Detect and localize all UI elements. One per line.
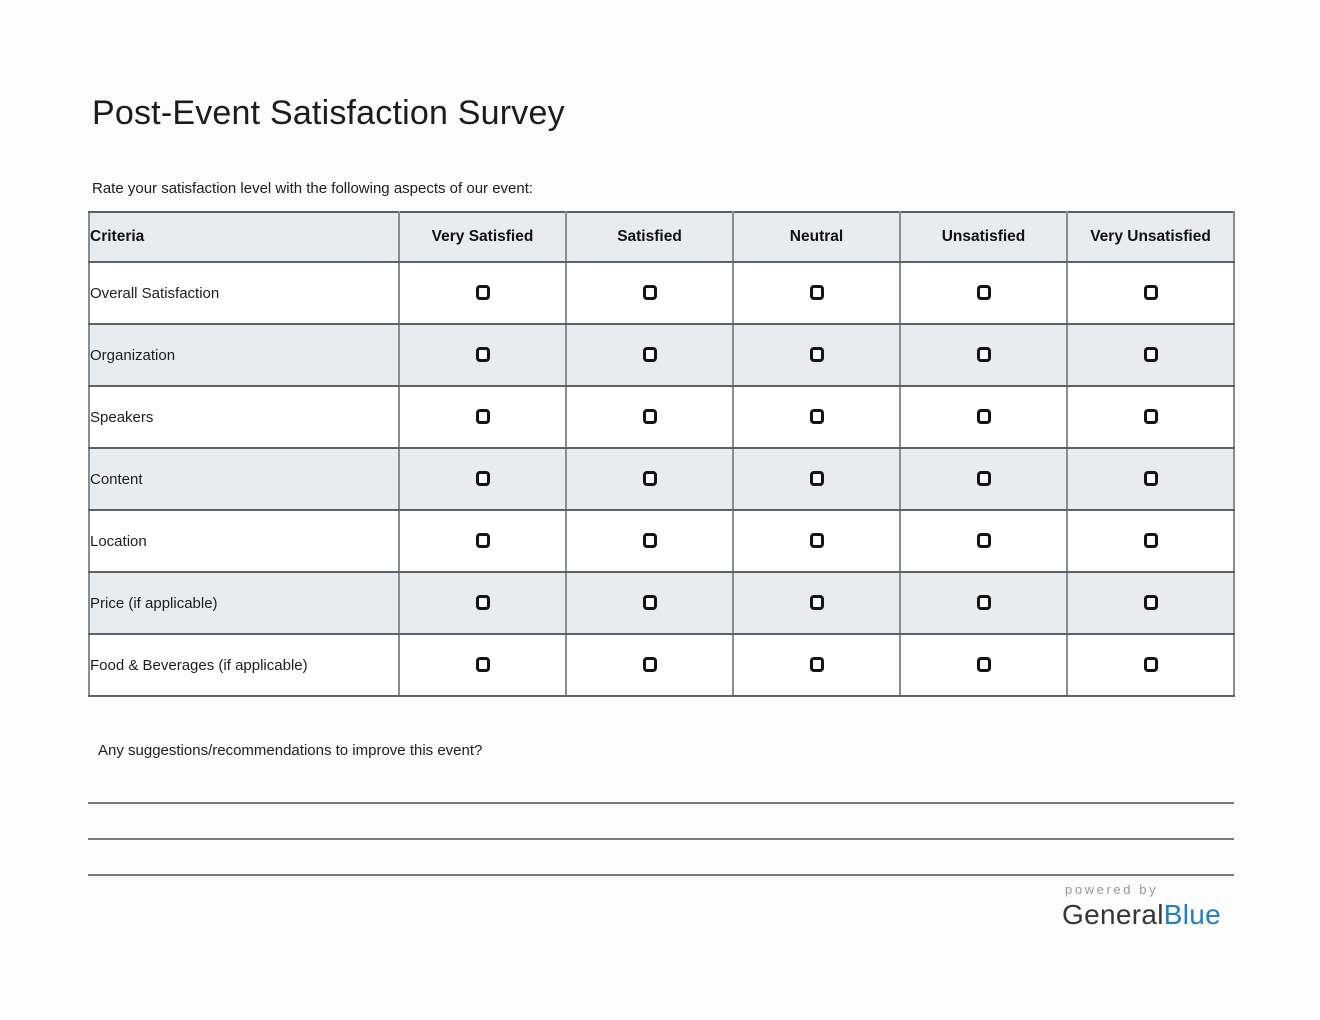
checkbox-speakers-satisfied[interactable] — [643, 409, 657, 424]
checkbox-organization-very-satisfied[interactable] — [476, 347, 490, 362]
checkbox-cell — [733, 634, 900, 696]
column-header-neutral: Neutral — [733, 212, 900, 262]
criteria-label: Organization — [89, 324, 399, 386]
checkbox-food-beverages-if-applicable-neutral[interactable] — [810, 657, 824, 672]
checkbox-location-neutral[interactable] — [810, 533, 824, 548]
brand-accent-text: Blue — [1163, 899, 1221, 930]
checkbox-food-beverages-if-applicable-very-unsatisfied[interactable] — [1144, 657, 1158, 672]
checkbox-overall-satisfaction-very-unsatisfied[interactable] — [1144, 285, 1158, 300]
checkbox-cell — [900, 634, 1067, 696]
checkbox-price-if-applicable-unsatisfied[interactable] — [977, 595, 991, 610]
checkbox-cell — [566, 262, 733, 324]
checkbox-organization-unsatisfied[interactable] — [977, 347, 991, 362]
satisfaction-table — [88, 211, 1235, 697]
checkbox-cell — [399, 262, 566, 324]
checkbox-cell — [900, 572, 1067, 634]
checkbox-location-very-satisfied[interactable] — [476, 533, 490, 548]
table-body — [89, 262, 1234, 696]
checkbox-cell — [1067, 262, 1234, 324]
checkbox-content-unsatisfied[interactable] — [977, 471, 991, 486]
checkbox-location-very-unsatisfied[interactable] — [1144, 533, 1158, 548]
checkbox-cell — [566, 386, 733, 448]
checkbox-cell — [399, 572, 566, 634]
checkbox-cell — [399, 634, 566, 696]
table-row-speakers — [89, 386, 1234, 448]
checkbox-speakers-unsatisfied[interactable] — [977, 409, 991, 424]
checkbox-cell — [566, 634, 733, 696]
checkbox-cell — [733, 448, 900, 510]
criteria-label: Food & Beverages (if applicable) — [89, 634, 399, 696]
checkbox-price-if-applicable-very-satisfied[interactable] — [476, 595, 490, 610]
checkbox-cell — [1067, 386, 1234, 448]
checkbox-price-if-applicable-neutral[interactable] — [810, 595, 824, 610]
checkbox-speakers-neutral[interactable] — [810, 409, 824, 424]
checkbox-cell — [733, 510, 900, 572]
checkbox-cell — [1067, 324, 1234, 386]
checkbox-cell — [399, 324, 566, 386]
checkbox-cell — [566, 448, 733, 510]
table-row-location — [89, 510, 1234, 572]
checkbox-overall-satisfaction-neutral[interactable] — [810, 285, 824, 300]
checkbox-cell — [1067, 634, 1234, 696]
table-row-overall-satisfaction — [89, 262, 1234, 324]
checkbox-cell — [1067, 448, 1234, 510]
column-header-very-unsatisfied: Very Unsatisfied — [1067, 212, 1234, 262]
checkbox-cell — [399, 510, 566, 572]
table-header-row — [89, 212, 1234, 262]
checkbox-cell — [566, 572, 733, 634]
page-title: Post-Event Satisfaction Survey — [92, 94, 565, 132]
answer-line-3[interactable] — [88, 874, 1234, 876]
checkbox-overall-satisfaction-unsatisfied[interactable] — [977, 285, 991, 300]
table-row-content — [89, 448, 1234, 510]
checkbox-content-neutral[interactable] — [810, 471, 824, 486]
checkbox-content-very-satisfied[interactable] — [476, 471, 490, 486]
checkbox-cell — [900, 262, 1067, 324]
column-header-satisfied: Satisfied — [566, 212, 733, 262]
table-head — [89, 212, 1234, 262]
checkbox-cell — [399, 386, 566, 448]
table-row-organization — [89, 324, 1234, 386]
suggestion-prompt: Any suggestions/recommendations to improve this event? — [98, 742, 483, 759]
checkbox-price-if-applicable-very-unsatisfied[interactable] — [1144, 595, 1158, 610]
checkbox-cell — [1067, 510, 1234, 572]
checkbox-organization-neutral[interactable] — [810, 347, 824, 362]
checkbox-food-beverages-if-applicable-unsatisfied[interactable] — [977, 657, 991, 672]
checkbox-cell — [900, 324, 1067, 386]
instruction-text: Rate your satisfaction level with the following aspects of our event: — [92, 180, 534, 197]
checkbox-location-unsatisfied[interactable] — [977, 533, 991, 548]
criteria-label: Location — [89, 510, 399, 572]
checkbox-cell — [900, 386, 1067, 448]
criteria-label: Price (if applicable) — [89, 572, 399, 634]
answer-line-1[interactable] — [88, 802, 1234, 804]
checkbox-cell — [733, 386, 900, 448]
column-header-very-satisfied: Very Satisfied — [399, 212, 566, 262]
checkbox-organization-satisfied[interactable] — [643, 347, 657, 362]
checkbox-cell — [900, 448, 1067, 510]
table-row-food-beverages-if-applicable — [89, 634, 1234, 696]
checkbox-cell — [1067, 572, 1234, 634]
brand-wordmark — [1062, 900, 1221, 930]
checkbox-overall-satisfaction-satisfied[interactable] — [643, 285, 657, 300]
generalblue-logo — [1062, 882, 1221, 930]
column-header-unsatisfied: Unsatisfied — [900, 212, 1067, 262]
checkbox-cell — [733, 324, 900, 386]
checkbox-cell — [399, 448, 566, 510]
checkbox-cell — [733, 572, 900, 634]
checkbox-location-satisfied[interactable] — [643, 533, 657, 548]
criteria-label: Content — [89, 448, 399, 510]
checkbox-cell — [733, 262, 900, 324]
checkbox-cell — [566, 324, 733, 386]
checkbox-content-very-unsatisfied[interactable] — [1144, 471, 1158, 486]
checkbox-content-satisfied[interactable] — [643, 471, 657, 486]
table-row-price-if-applicable — [89, 572, 1234, 634]
checkbox-food-beverages-if-applicable-very-satisfied[interactable] — [476, 657, 490, 672]
checkbox-speakers-very-unsatisfied[interactable] — [1144, 409, 1158, 424]
answer-line-2[interactable] — [88, 838, 1234, 840]
checkbox-price-if-applicable-satisfied[interactable] — [643, 595, 657, 610]
criteria-label: Overall Satisfaction — [89, 262, 399, 324]
column-header-criteria: Criteria — [89, 212, 399, 262]
criteria-label: Speakers — [89, 386, 399, 448]
brand-primary-text: General — [1062, 899, 1164, 930]
checkbox-food-beverages-if-applicable-satisfied[interactable] — [643, 657, 657, 672]
checkbox-organization-very-unsatisfied[interactable] — [1144, 347, 1158, 362]
checkbox-cell — [566, 510, 733, 572]
checkbox-speakers-very-satisfied[interactable] — [476, 409, 490, 424]
checkbox-overall-satisfaction-very-satisfied[interactable] — [476, 285, 490, 300]
checkbox-cell — [900, 510, 1067, 572]
powered-by-text: powered by — [1065, 882, 1159, 897]
